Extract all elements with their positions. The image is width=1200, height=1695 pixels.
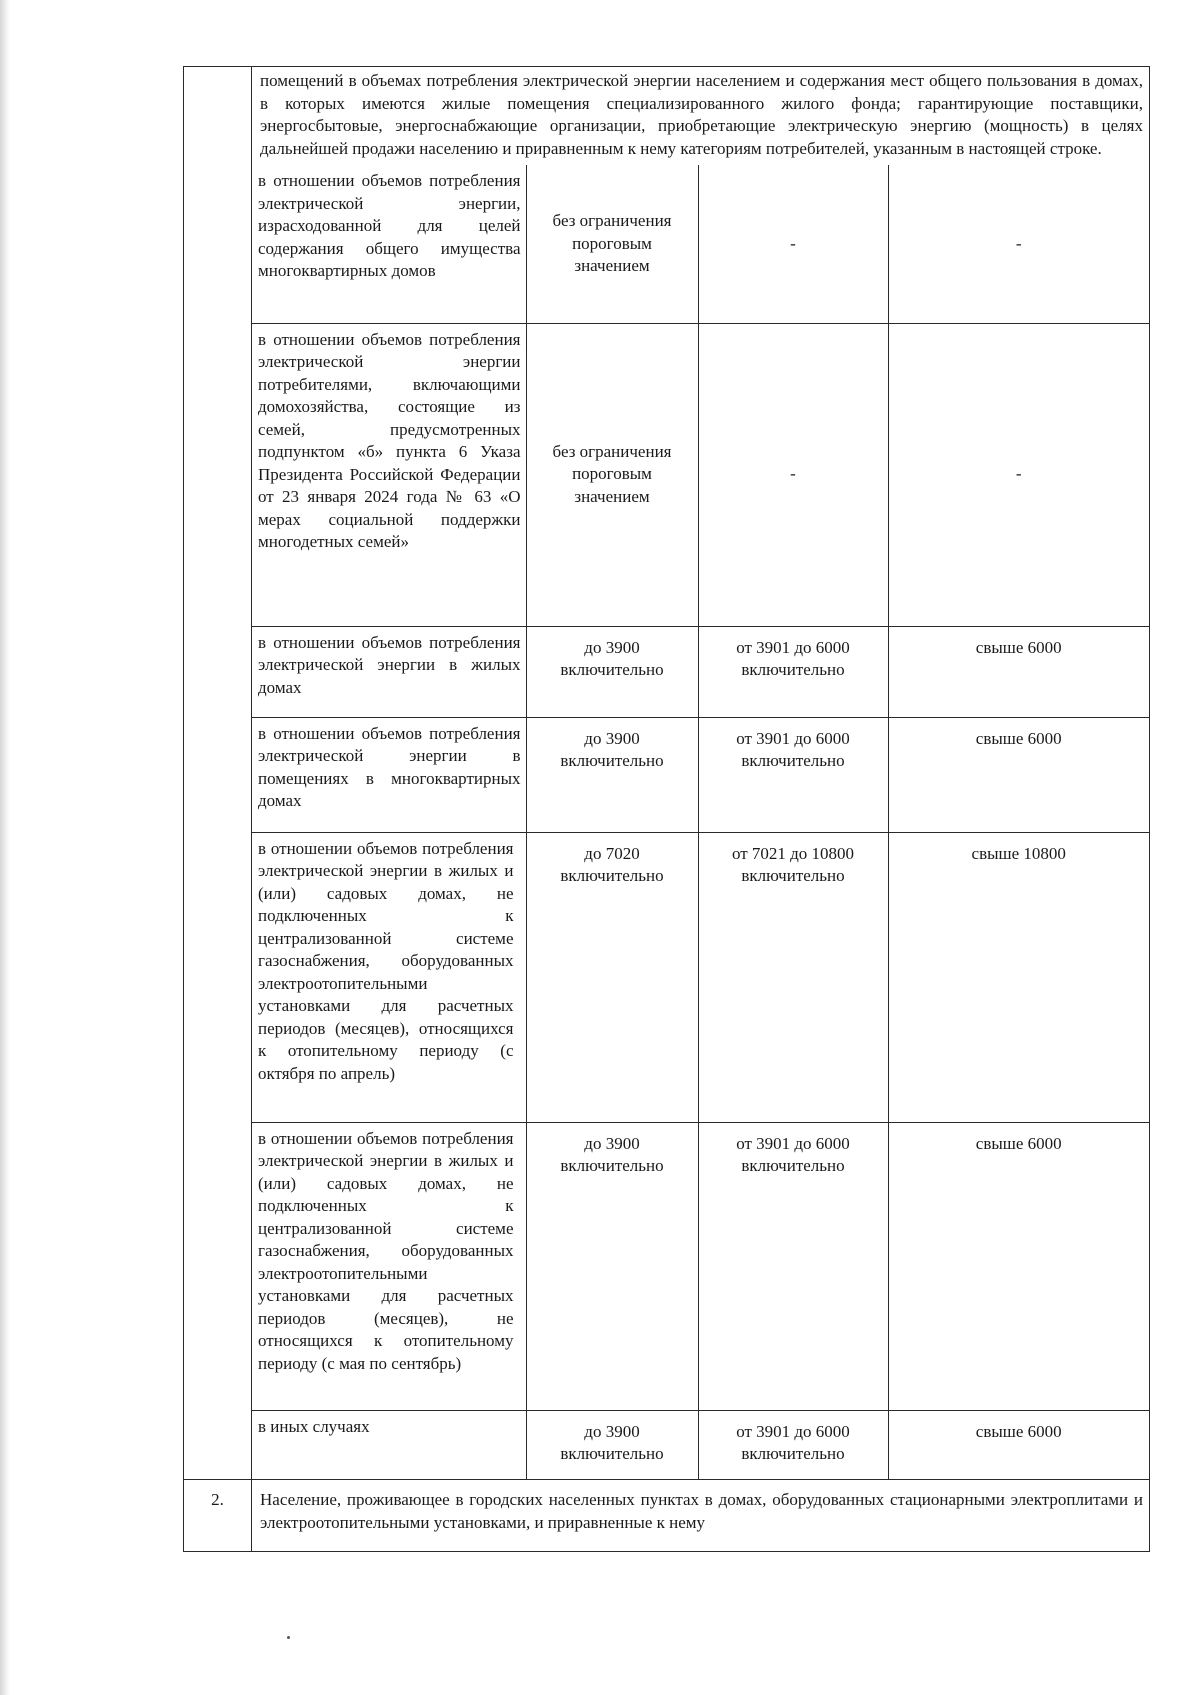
threshold-col3: - xyxy=(888,165,1149,323)
threshold-col2: - xyxy=(698,165,888,323)
threshold-col2: от 3901 до 6000 включительно xyxy=(698,1410,888,1479)
tariff-table xyxy=(183,66,1150,1552)
threshold-col3: свыше 6000 xyxy=(888,1122,1149,1410)
threshold-col1: до 3900 включительно xyxy=(526,1122,698,1410)
threshold-col2: от 3901 до 6000 включительно xyxy=(698,626,888,717)
threshold-col3: свыше 6000 xyxy=(975,1421,1062,1441)
row-number-cell-empty xyxy=(184,67,252,1480)
table-row xyxy=(252,165,1149,323)
threshold-col3: свыше 6000 xyxy=(888,717,1149,832)
row-2-description: Население, проживающее в городских населенных пунктах в домах, оборудованных стационарными электроплитами и электроотопительными установками, и приравненные к нему xyxy=(252,1480,1150,1552)
table-row xyxy=(252,323,1149,626)
threshold-col1: без ограничения пороговым значением xyxy=(526,165,698,323)
table-row xyxy=(252,626,1149,717)
table-row xyxy=(252,717,1149,832)
threshold-col2: от 7021 до 10800 включительно xyxy=(698,832,888,1122)
intro-paragraph: помещений в объемах потребления электрической энергии населением и содержания мест общего пользования в домах, в которых имеются жилые помещения специализированного жилого фонда; гарантирующие поставщики, энергосбытовые, энергоснабжающие организации, приобретающие электрическую энергию (мощность) в целях дальнейшей продажи населению и приравненным к нему категориям потребителей, указанным в настоящей строке. xyxy=(260,71,1143,158)
threshold-col1: до 3900 включительно xyxy=(526,626,698,717)
threshold-subtable xyxy=(252,165,1149,1479)
category-cell: в отношении объемов потребления электрической энергии в жилых и (или) садовых домах, не подключенных к централизованной системе газоснабжения, оборудованных электроотопительными установками для расчетных периодов (месяцев), относящихся к отопительному периоду (с октября по апрель) xyxy=(252,832,526,1122)
category-cell: в отношении объемов потребления электрической энергии в жилых домах xyxy=(252,626,526,717)
row-content-cell xyxy=(252,67,1150,1480)
row-number: 2. xyxy=(184,1480,252,1552)
threshold-col1: до 3900 включительно xyxy=(526,1410,698,1479)
threshold-col3: свыше 6000 xyxy=(888,626,1149,717)
threshold-col1: до 3900 включительно xyxy=(526,717,698,832)
threshold-col3: свыше 10800 xyxy=(888,832,1149,1122)
scan-edge-shadow xyxy=(0,0,10,1695)
category-cell: в отношении объемов потребления электрической энергии в помещениях в многоквартирных домах xyxy=(252,717,526,832)
threshold-col1: без ограничения пороговым значением xyxy=(526,323,698,626)
table-row xyxy=(252,1410,1149,1479)
threshold-col1: до 7020 включительно xyxy=(526,832,698,1122)
threshold-col2: от 3901 до 6000 включительно xyxy=(698,1122,888,1410)
threshold-col2: - xyxy=(698,323,888,626)
threshold-col3: - xyxy=(888,323,1149,626)
category-cell: в отношении объемов потребления электрической энергии в жилых и (или) садовых домах, не подключенных к централизованной системе газоснабжения, оборудованных электроотопительными установками для расчетных периодов (месяцев), не относящихся к отопительному периоду (с мая по сентябрь) xyxy=(252,1122,526,1410)
table-row-2 xyxy=(184,1480,1150,1552)
scan-speck xyxy=(287,1636,290,1639)
table-row xyxy=(252,832,1149,1122)
threshold-col2: от 3901 до 6000 включительно xyxy=(698,717,888,832)
category-cell: в отношении объемов потребления электрической энергии, израсходованной для целей содержания общего имущества многоквартирных домов xyxy=(252,165,526,323)
category-cell: в иных случаях xyxy=(252,1410,526,1479)
table-row xyxy=(252,1122,1149,1410)
table-row-1-continued xyxy=(184,67,1150,1480)
category-cell: в отношении объемов потребления электрической энергии потребителями, включающими домохозяйства, состоящие из семей, предусмотренных подпунктом «б» пункта 6 Указа Президента Российской Федерации от 23 января 2024 года № 63 «О мерах социальной поддержки многодетных семей» xyxy=(252,323,526,626)
